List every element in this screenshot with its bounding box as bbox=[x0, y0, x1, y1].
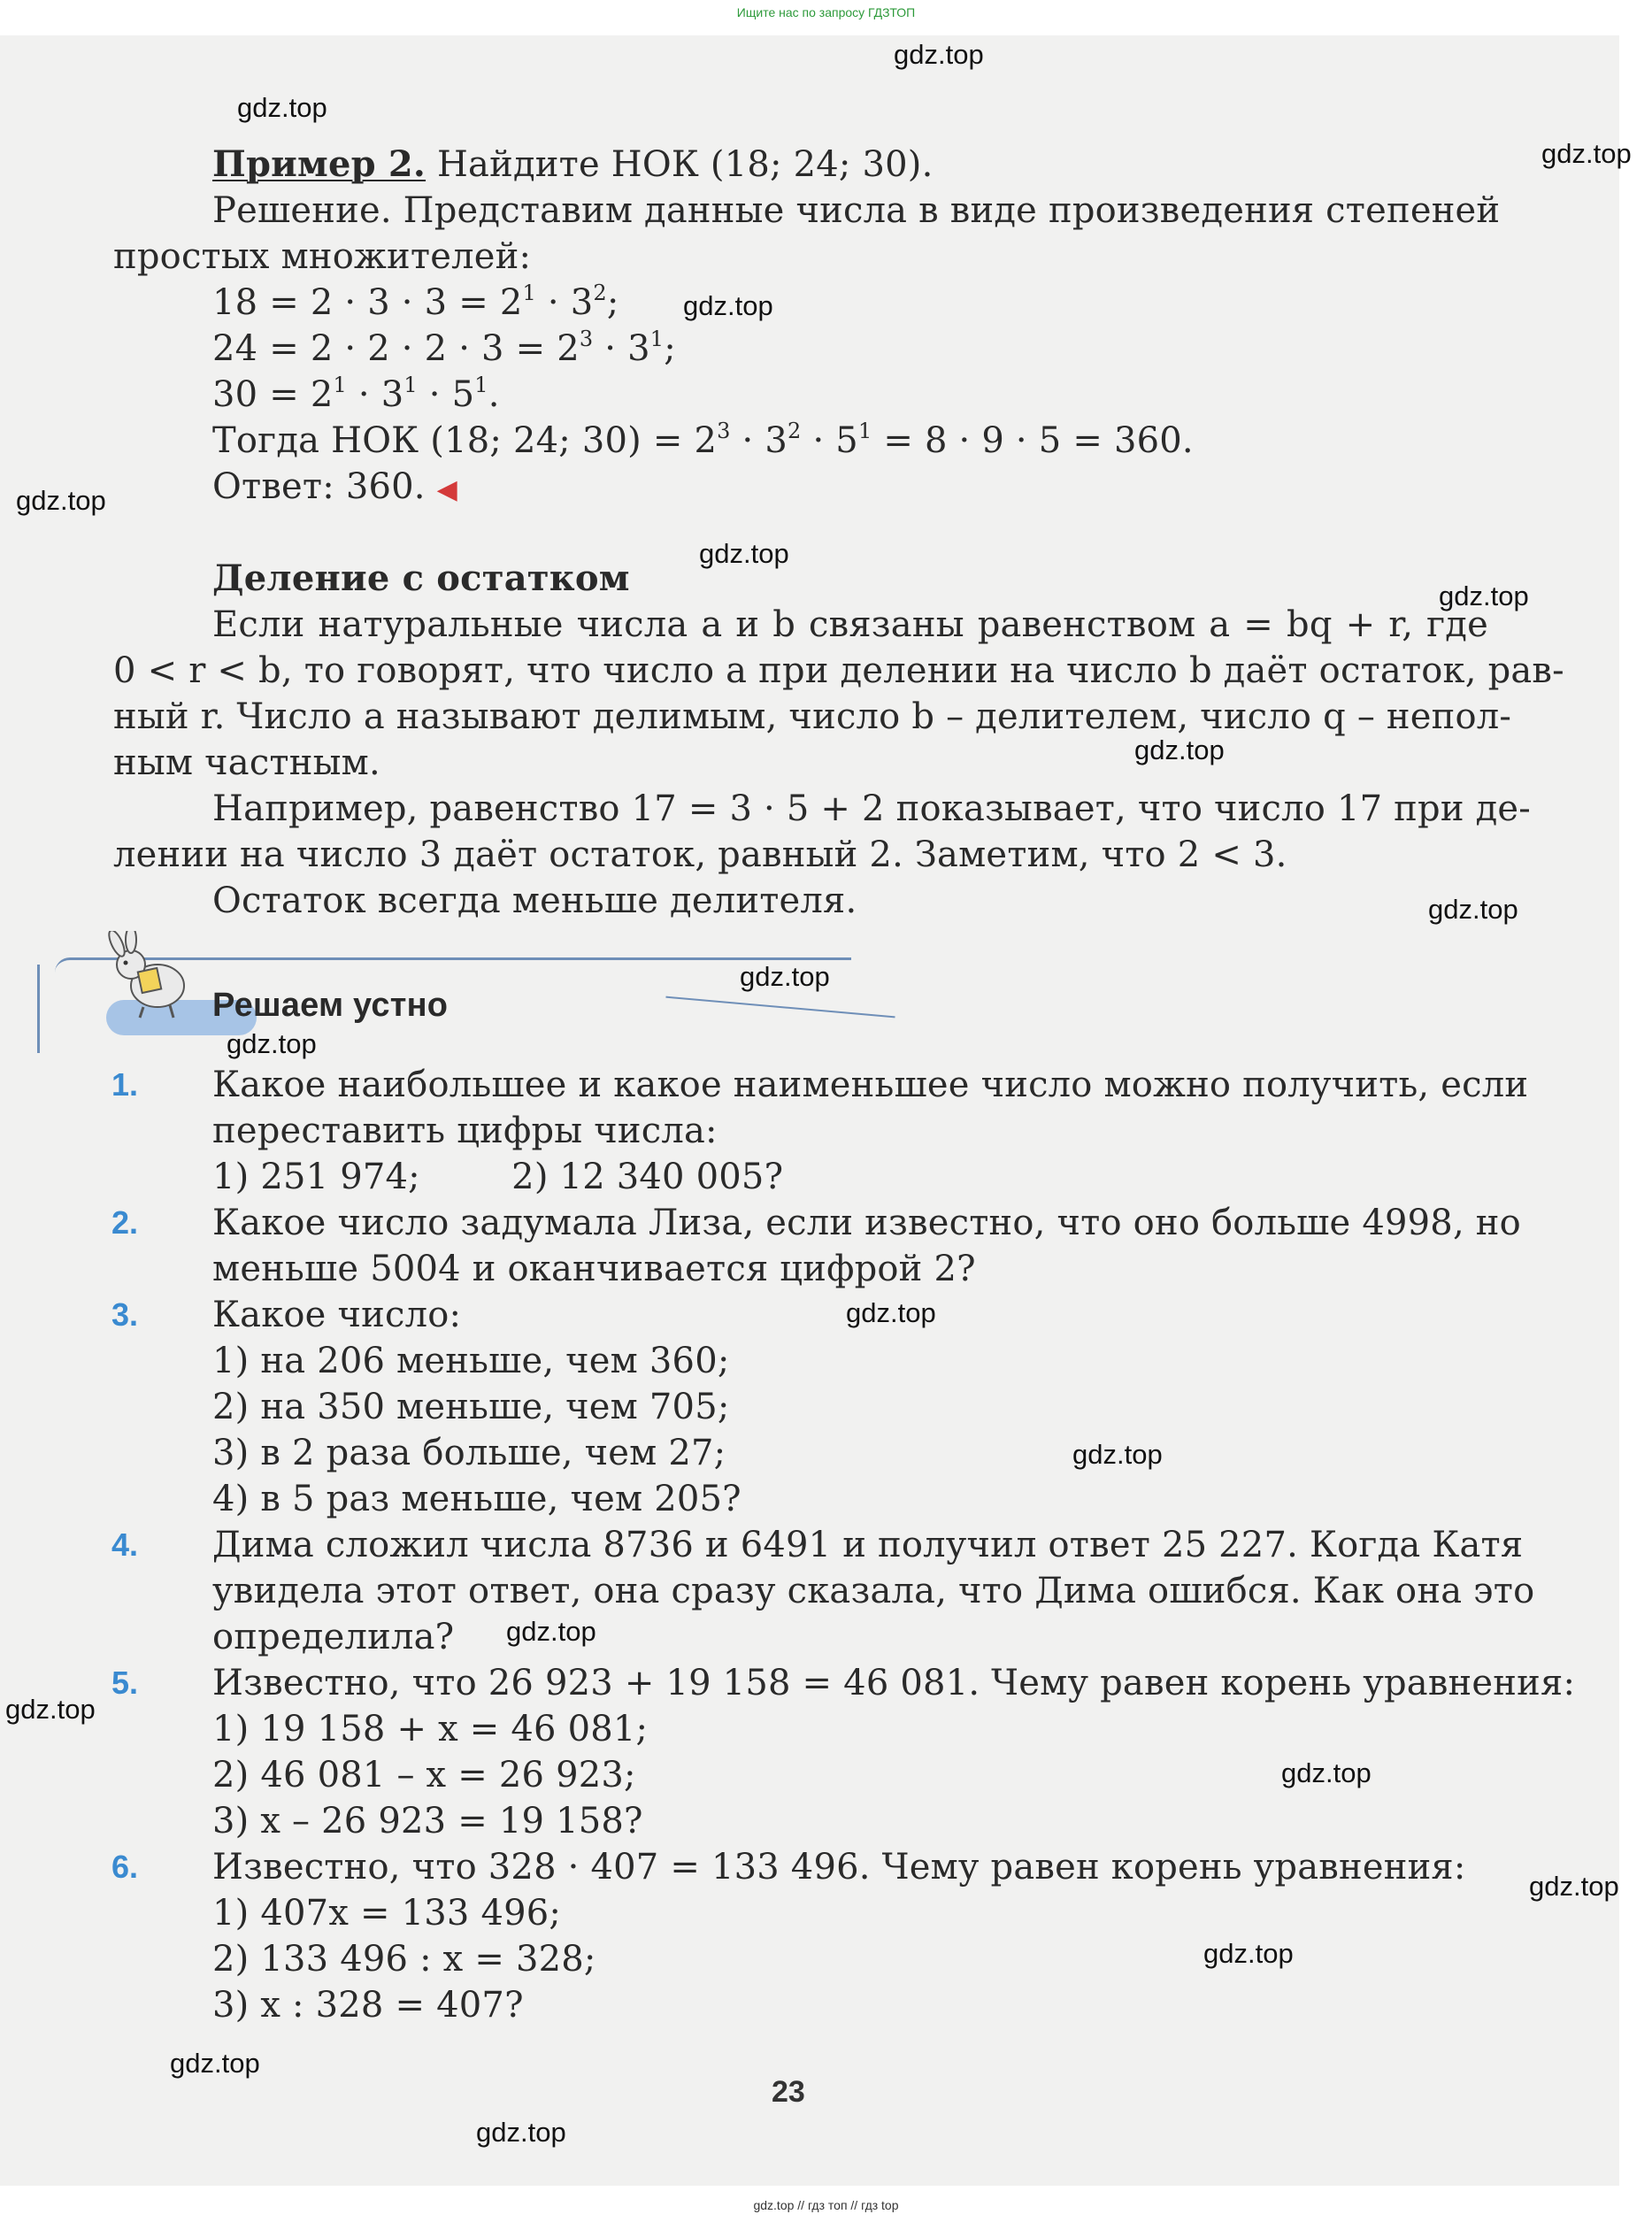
rabbit-mascot-icon bbox=[104, 931, 202, 1019]
factorization-24 bbox=[212, 326, 676, 372]
watermark: gdz.top bbox=[683, 290, 773, 321]
exercise-6-line-1: Известно, что 328 · 407 = 133 496. Чему равен корень уравнения: bbox=[212, 1847, 1466, 1888]
f3-mid-2: · 5 bbox=[417, 374, 475, 415]
watermark: gdz.top bbox=[476, 2117, 566, 2148]
watermark: gdz.top bbox=[237, 92, 327, 123]
f1-exp-1: 1 bbox=[522, 281, 536, 305]
exercise-4-line-3: определила? bbox=[212, 1617, 455, 1657]
division-p3: Остаток всегда меньше делителя. bbox=[212, 880, 857, 921]
factorization-18 bbox=[212, 280, 619, 326]
f1-mid: · 3 bbox=[535, 282, 594, 323]
solution-line-1: Решение. Представим данные числа в виде произведения степеней bbox=[212, 190, 1501, 231]
watermark: gdz.top bbox=[227, 1028, 317, 1059]
exercise-2-number: 2. bbox=[111, 1204, 139, 1241]
exercise-4-line-1: Дима сложил числа 8736 и 6491 и получил ответ 25 227. Когда Катя bbox=[212, 1525, 1524, 1565]
f1-exp-2: 2 bbox=[593, 281, 607, 305]
exercise-5-line-1: Известно, что 26 923 + 19 158 = 46 081. Чему равен корень уравнения: bbox=[212, 1663, 1576, 1703]
watermark: gdz.top bbox=[1529, 1871, 1619, 1902]
exercise-6-number: 6. bbox=[111, 1849, 139, 1885]
watermark: gdz.top bbox=[740, 961, 830, 992]
f2-exp-1: 3 bbox=[579, 327, 594, 351]
division-heading: Деление с остатком bbox=[212, 557, 630, 599]
exercise-4-number: 4. bbox=[111, 1526, 139, 1563]
watermark: gdz.top bbox=[1428, 894, 1518, 925]
f4-exp-3: 1 bbox=[857, 419, 872, 443]
f4-mid-1: · 3 bbox=[730, 420, 788, 461]
section-bracket-line bbox=[37, 965, 40, 1053]
exercise-5-line-4: 3) x – 26 923 = 19 158? bbox=[212, 1801, 643, 1841]
f1-end: ; bbox=[606, 282, 619, 323]
f3-exp-3: 1 bbox=[474, 373, 488, 397]
exercise-1-number: 1. bbox=[111, 1066, 139, 1103]
factorization-30 bbox=[212, 372, 500, 418]
f2-end: ; bbox=[664, 328, 676, 369]
exercise-3-line-4: 3) в 2 раза больше, чем 27; bbox=[212, 1433, 726, 1473]
watermark: gdz.top bbox=[5, 1694, 96, 1725]
watermark: gdz.top bbox=[170, 2048, 260, 2079]
exercise-1-line-1: Какое наибольшее и какое наименьшее число можно получить, если bbox=[212, 1065, 1529, 1105]
f4-text: Тогда НОК (18; 24; 30) = 2 bbox=[212, 420, 718, 461]
exercise-3-line-2: 1) на 206 меньше, чем 360; bbox=[212, 1341, 730, 1381]
watermark: gdz.top bbox=[16, 485, 106, 516]
f4-exp-2: 2 bbox=[788, 419, 802, 443]
f3-exp-1: 1 bbox=[333, 373, 347, 397]
exercise-6-line-4: 3) x : 328 = 407? bbox=[212, 1985, 524, 2026]
f4-end: = 8 · 9 · 5 = 360. bbox=[872, 420, 1194, 461]
top-note[interactable]: Ищите нас по запросу ГДЗТОП bbox=[736, 5, 916, 19]
f2-text: 24 = 2 · 2 · 2 · 3 = 2 bbox=[212, 328, 580, 369]
f2-exp-2: 1 bbox=[649, 327, 665, 351]
solution-line-2: простых множителей: bbox=[113, 236, 532, 277]
division-p2-line-2: лении на число 3 даёт остаток, равный 2. Заметим, что 2 < 3. bbox=[113, 834, 1287, 875]
exercise-5-number: 5. bbox=[111, 1665, 139, 1701]
watermark: gdz.top bbox=[1072, 1439, 1163, 1470]
example-label: Пример 2. bbox=[212, 143, 426, 185]
division-p2-line-1: Например, равенство 17 = 3 · 5 + 2 показывает, что число 17 при де- bbox=[212, 788, 1532, 829]
answer-text: Ответ: 360. bbox=[212, 466, 437, 507]
watermark: gdz.top bbox=[1541, 138, 1632, 169]
exercise-6-line-2: 1) 407x = 133 496; bbox=[212, 1893, 562, 1934]
division-p1-line-4: ным частным. bbox=[113, 742, 380, 783]
exercise-3-line-3: 2) на 350 меньше, чем 705; bbox=[212, 1387, 730, 1427]
end-marker-icon: ◀ bbox=[436, 474, 457, 505]
f3-end: . bbox=[488, 374, 500, 415]
f4-mid-2: · 5 bbox=[801, 420, 858, 461]
f2-mid: · 3 bbox=[593, 328, 650, 369]
watermark: gdz.top bbox=[1203, 1938, 1294, 1969]
watermark: gdz.top bbox=[1439, 580, 1529, 611]
exercise-3-line-1: Какое число: bbox=[212, 1295, 462, 1335]
exercise-1-line-3: 1) 251 974; 2) 12 340 005? bbox=[212, 1157, 784, 1197]
oral-heading: Решаем устно bbox=[212, 987, 449, 1024]
watermark: gdz.top bbox=[699, 538, 789, 569]
exercise-2-line-1: Какое число задумала Лиза, если известно, что оно больше 4998, но bbox=[212, 1203, 1521, 1243]
f4-exp-1: 3 bbox=[717, 419, 731, 443]
watermark: gdz.top bbox=[894, 39, 984, 70]
f3-mid-1: · 3 bbox=[346, 374, 404, 415]
exercise-3-number: 3. bbox=[111, 1296, 139, 1333]
f1-text: 18 = 2 · 3 · 3 = 2 bbox=[212, 282, 523, 323]
exercise-5-line-2: 1) 19 158 + x = 46 081; bbox=[212, 1709, 649, 1749]
example-task: Найдите НОК (18; 24; 30). bbox=[426, 144, 934, 185]
watermark: gdz.top bbox=[1134, 734, 1225, 765]
page-number: 23 bbox=[772, 2075, 805, 2109]
f3-exp-2: 1 bbox=[403, 373, 418, 397]
exercise-4-line-2: увидела этот ответ, она сразу сказала, что Дима ошибся. Как она это bbox=[212, 1571, 1535, 1611]
watermark: gdz.top bbox=[846, 1297, 936, 1328]
answer-line bbox=[212, 464, 457, 513]
division-p1-line-1: Если натуральные числа a и b связаны равенством a = bq + r, где bbox=[212, 604, 1488, 645]
exercise-6-line-3: 2) 133 496 : x = 328; bbox=[212, 1939, 596, 1980]
example-title bbox=[212, 142, 934, 188]
exercise-1-line-2: переставить цифры числа: bbox=[212, 1111, 718, 1151]
lcm-result bbox=[212, 418, 1194, 464]
division-p1-line-3: ный r. Число a называют делимым, число b – делителем, число q – непол- bbox=[113, 696, 1512, 737]
exercise-5-line-3: 2) 46 081 – x = 26 923; bbox=[212, 1755, 636, 1795]
f3-text: 30 = 2 bbox=[212, 374, 334, 415]
division-p1-line-2: 0 < r < b, то говорят, что число a при делении на число b даёт остаток, рав- bbox=[113, 650, 1564, 691]
watermark: gdz.top bbox=[506, 1616, 596, 1647]
watermark: gdz.top bbox=[1281, 1757, 1372, 1788]
exercise-3-line-5: 4) в 5 раз меньше, чем 205? bbox=[212, 1479, 741, 1519]
bottom-note[interactable]: gdz.top // гдз топ // гдз top bbox=[753, 2198, 899, 2212]
exercise-2-line-2: меньше 5004 и оканчивается цифрой 2? bbox=[212, 1249, 976, 1289]
